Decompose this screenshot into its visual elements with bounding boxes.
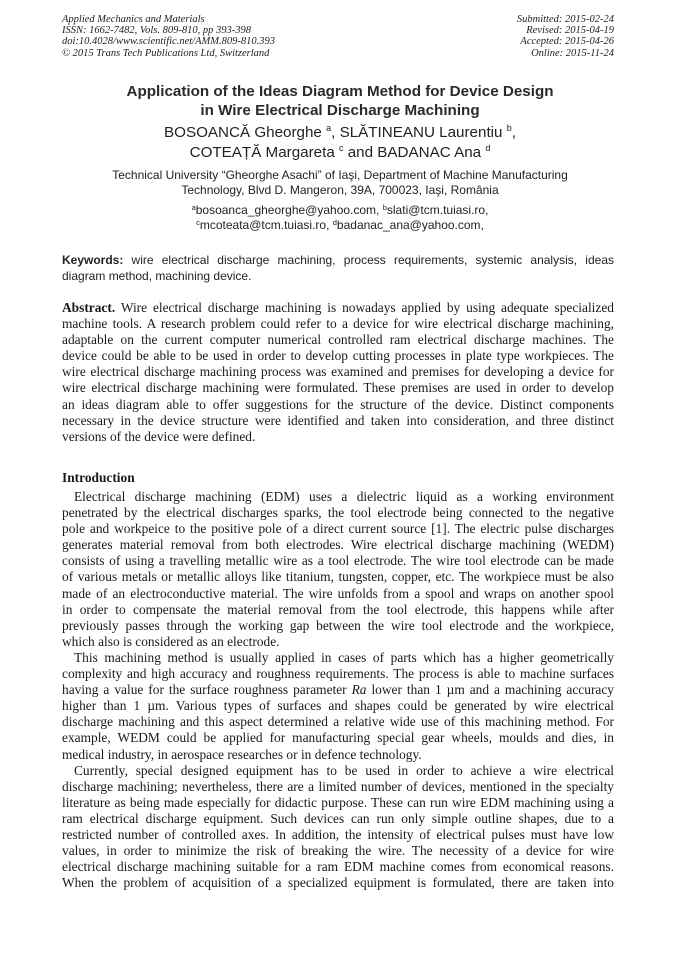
paragraph-line: previously passes through the working gap between the wire tool electrode and the workpiece, [62, 617, 614, 633]
paragraph-line: penetrated by the electrical discharges sparks, the tool electrode being connected to the negative [62, 505, 614, 521]
separator: , [511, 124, 516, 141]
paragraph-line: electrical discharge machining suitable for a ram EDM machine comes from economical reasons. [62, 859, 614, 875]
paragraph-line: values, in order to minimize the risk of breaking the wire. The necessity of a device for wire [62, 843, 614, 859]
affiliation [60, 168, 620, 198]
author-name: COTEAȚĂ Margareta [189, 144, 335, 161]
authors-line-1 [60, 123, 620, 143]
email-link[interactable]: bosoanca_gheorghe@yahoo.com, [195, 203, 383, 217]
author-name: BOSOANCĂ Gheorghe [164, 124, 322, 141]
paper-title [60, 82, 620, 120]
affiliation-line-1: Technical University “Gheorghe Asachi” of Iaşi, Department of Machine Manufacturing [112, 168, 568, 182]
email-link[interactable]: mcoteata@tcm.tuiasi.ro, [199, 218, 333, 232]
paragraph-line: example, WEDM could be applied for manufacturing special gear wheels, moulds and dies, in [62, 730, 614, 746]
email-link[interactable]: badanac_ana@yahoo.com, [336, 218, 484, 232]
emails-line-1 [60, 203, 620, 218]
paragraph-line: discharge machining; nevertheless, there are a limited number of devices, mentioned in the specialty [62, 778, 614, 794]
abstract-line: device could be able to be used in order to develop cutting processes in plate type workpieces. The [62, 348, 614, 364]
author-name: SLĂTINEANU Laurentiu [339, 124, 503, 141]
paragraph-line: ram electrical discharge equipment. Such devices can run only simple outline shapes, due to a [62, 810, 614, 826]
paragraph-line: generates material removal from both electrodes. Wire electrical discharge machining (WEDM) [62, 537, 614, 553]
journal-name: Applied Mechanics and Materials [62, 14, 205, 25]
paragraph-line: restricted number of controlled axes. In addition, the intensity of electrical pulses must have low [62, 826, 614, 842]
paragraph-line: Currently, special designed equipment has to be used in order to achieve a wire electrical [74, 762, 614, 778]
abstract-text: Wire electrical discharge machining is nowadays applied by using adequate specialized [115, 300, 614, 315]
paragraph-line: of various metals or metallic alloys like titanium, tungsten, copper, etc. The workpiece must be also [62, 569, 614, 585]
publication-dates [517, 14, 614, 59]
online-date: Online: 2015-11-24 [531, 47, 614, 59]
paragraph-line: complexity and high accuracy and roughness requirements. The process is able to machine surfaces [62, 666, 614, 682]
email-link[interactable]: slati@tcm.tuiasi.ro, [386, 203, 489, 217]
paragraph-line: When the problem of acquisition of a specialized equipment is formulated, there are taken into [62, 875, 614, 891]
doi: doi:10.4028/www.scientific.net/AMM.809-810.393 [62, 36, 275, 48]
accepted-date: Accepted: 2015-04-26 [520, 36, 614, 48]
introduction-body [62, 489, 614, 891]
keywords [62, 253, 614, 284]
affiliation-line-2: Technology, Blvd D. Mangeron, 39A, 700023, Iaşi, România [181, 183, 499, 197]
paragraph-line: Electrical discharge machining (EDM) uses a dielectric liquid as a working environment [74, 489, 614, 504]
text-run: having a value for the surface roughness parameter [62, 682, 352, 698]
abstract-line [62, 300, 614, 316]
paragraph-line: consists of using a travelling metallic wire as a tool electrode. The wire tool electrode can be made [62, 553, 614, 569]
submitted-date: Submitted: 2015-02-24 [516, 14, 614, 25]
author-list [60, 123, 620, 163]
separator: and [343, 144, 378, 161]
abstract [62, 300, 614, 445]
email-mark: a [191, 203, 196, 212]
paragraph-line: pole and workpeice to the positive pole of a direct current source [1]. The electric pulse discharges [62, 521, 614, 537]
abstract-line: wire electrical discharge machining were formulated. These premises are used in order to develop [62, 380, 614, 396]
email-mark: b [382, 203, 387, 212]
author-name: BADANAC Ana [377, 144, 482, 161]
paragraph-line: medical industry, in aerospace researches or in defence technology. [62, 746, 422, 762]
email-mark: d [332, 218, 337, 227]
issn-volume: ISSN: 1662-7482, Vols. 809-810, pp 393-398 [62, 25, 251, 37]
paragraph-line [62, 682, 614, 698]
abstract-label: Abstract. [62, 300, 116, 315]
keywords-text: wire electrical discharge machining, process requirements, systemic analysis, ideas diagram method, machining device. [62, 253, 614, 283]
section-heading-introduction: Introduction [62, 470, 135, 485]
author-affil-mark: a [326, 123, 332, 133]
authors-line-2 [60, 143, 620, 163]
author-affil-mark: b [506, 123, 512, 133]
paragraph-line: in order to compensate the material removal from the tool electrode, this happens while after [62, 601, 614, 617]
roughness-parameter: Ra [351, 682, 367, 698]
text-run: lower than 1 µm and a machining accuracy [366, 682, 614, 698]
paragraph-line: literature as being made especially for didactic purpose. These can run wire EDM machining using a [62, 794, 614, 810]
abstract-line: necessary in the device structure were identified and taken into consideration, and three distinct [62, 412, 614, 428]
title-line-2: in Wire Electrical Discharge Machining [200, 102, 480, 119]
abstract-line: adaptable on the current computer numerical controlled ram electrical discharge machines. The [62, 332, 614, 348]
journal-info [62, 14, 275, 59]
separator: , [331, 124, 340, 141]
email-mark: c [196, 218, 200, 227]
copyright: © 2015 Trans Tech Publications Ltd, Switzerland [62, 47, 270, 59]
author-affil-mark: c [339, 143, 344, 153]
author-emails [60, 203, 620, 233]
author-affil-mark: d [485, 143, 491, 153]
title-line-1: Application of the Ideas Diagram Method for Device Design [126, 83, 554, 100]
paragraph-line: which also is considered as an electrode. [62, 633, 280, 649]
revised-date: Revised: 2015-04-19 [526, 25, 614, 37]
paragraph-line: made of an electroconductive material. The wire unfolds from a spool and wraps on another spool [62, 585, 614, 601]
emails-line-2 [60, 218, 620, 233]
abstract-line: wire electrical discharge machining process was examined and premises for developing a device for [62, 364, 614, 380]
paragraph-line: discharge machining and this aspect determined a relative wide use of this machining method. For [62, 714, 614, 730]
paragraph-line: higher than 1 µm. Various types of surfaces and shapes could be generated by wire electrical [62, 698, 614, 714]
paragraph-line: This machining method is usually applied in cases of parts which has a higher geometrically [74, 649, 614, 665]
abstract-line: versions of the device were defined. [62, 428, 256, 444]
abstract-line: machine tools. A research problem could refer to a device for wire electrical discharge machining, [62, 316, 614, 332]
abstract-line: an ideas diagram able to offer suggestions for the structure of the device. Distinct components [62, 396, 614, 412]
keywords-label: Keywords: [62, 253, 124, 267]
